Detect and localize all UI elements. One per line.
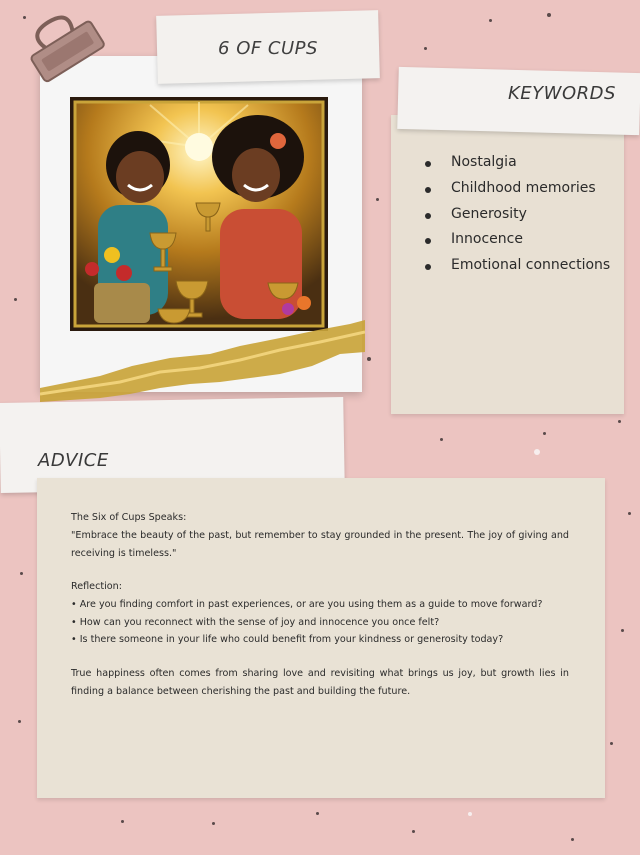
tarot-card-illustration — [70, 97, 328, 331]
advice-heading: ADVICE — [38, 450, 109, 471]
reflection-question: • How can you reconnect with the sense of joy and innocence you once felt? — [71, 617, 440, 628]
keyword-item: Generosity — [420, 202, 610, 228]
reflection-question: • Are you finding comfort in past experiences, or are you using them as a guide to move forward? — [71, 599, 543, 610]
keyword-item: Emotional connections — [420, 253, 610, 279]
keyword-item: Innocence — [420, 227, 610, 253]
binder-clip-icon — [26, 14, 114, 100]
gold-foil-strip — [40, 318, 365, 404]
keywords-list — [420, 150, 610, 279]
reflection-label: Reflection: — [71, 581, 122, 592]
keywords-heading: KEYWORDS — [508, 83, 616, 104]
card-title: 6 OF CUPS — [218, 38, 318, 59]
advice-intro: The Six of Cups Speaks: — [71, 512, 187, 523]
advice-closing: True happiness often comes from sharing love and revisiting what brings us joy, but growth lies in finding a balance between cherishing the past and building the future. — [71, 668, 569, 697]
advice-quote: "Embrace the beauty of the past, but remember to stay grounded in the present. The joy of giving and receiving is timeless." — [71, 530, 569, 559]
keyword-item: Childhood memories — [420, 176, 610, 202]
keyword-item: Nostalgia — [420, 150, 610, 176]
reflection-question: • Is there someone in your life who could benefit from your kindness or generosity today? — [71, 634, 504, 645]
